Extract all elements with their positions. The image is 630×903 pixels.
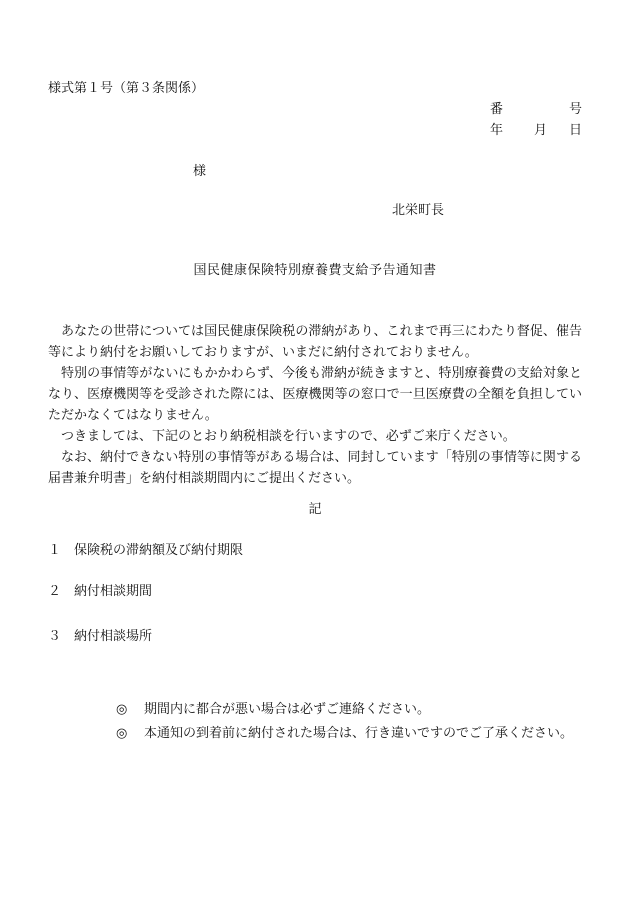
month-label: 月 (534, 123, 548, 138)
body-text (48, 321, 582, 489)
list-item (48, 544, 243, 557)
item-number: １ (48, 543, 62, 558)
item-label: 保険税の滞納額及び納付期限 (74, 543, 244, 558)
note-item (116, 722, 573, 746)
document-title: 国民健康保険特別療養費支給予告通知書 (193, 263, 437, 278)
item-number: ２ (48, 584, 62, 599)
ki-label: 記 (308, 502, 322, 517)
item-label: 納付相談期間 (74, 584, 153, 599)
number-label: 番 (490, 102, 504, 117)
note-text: 本通知の到着前に納付された場合は、行き違いですのでご了承ください。 (144, 726, 574, 741)
body-paragraph: あなたの世帯については国民健康保険税の滞納があり、これまで再三にわたり督促、催告等により納付をお願いしておりますが、いまだに納付されておりません。 (48, 324, 582, 360)
sender-name: 北栄町長 (392, 203, 445, 218)
list-item (48, 585, 152, 598)
addressee-honorific: 様 (193, 164, 207, 179)
number-suffix: 号 (568, 102, 582, 117)
double-circle-icon: ◎ (116, 726, 128, 741)
form-number-label: 様式第１号（第３条関係） (48, 81, 205, 96)
note-text: 期間内に都合が悪い場合は必ずご連絡ください。 (144, 702, 431, 717)
list-item (48, 630, 152, 643)
body-paragraph: 特別の事情等がないにもかかわらず、今後も滞納が続きますと、特別療養費の支給対象となり、医療機関等を受診された際には、医療機関等の窓口で一旦医療費の全額を負担していただかなくてはなりません。 (48, 366, 582, 423)
item-number: ３ (48, 629, 62, 644)
body-paragraph: つきましては、下記のとおり納税相談を行いますので、必ずご来庁ください。 (61, 429, 516, 444)
note-item (116, 698, 573, 722)
body-paragraph: なお、納付できない特別の事情等がある場合は、同封しています「特別の事情等に関する届書兼弁明書」を納付相談期間内にご提出ください。 (48, 450, 582, 486)
notes (116, 698, 573, 746)
day-label: 日 (568, 123, 582, 138)
double-circle-icon: ◎ (116, 702, 128, 717)
item-label: 納付相談場所 (74, 629, 153, 644)
year-label: 年 (490, 123, 504, 138)
